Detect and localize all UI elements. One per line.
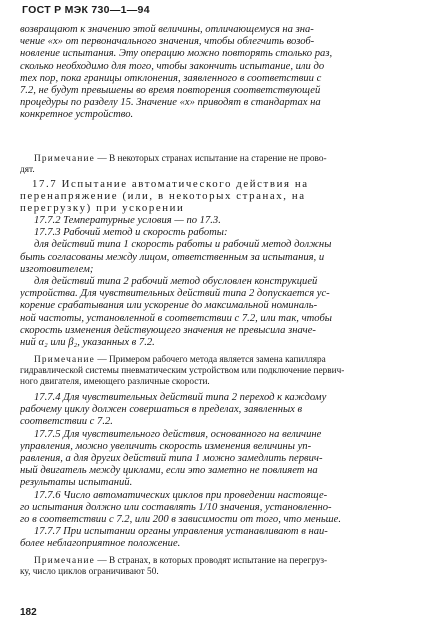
note-line — [34, 355, 404, 366]
text-line: управления, можно увеличить скорость изменения величины уп- — [20, 440, 312, 452]
note-label: Примечание — [34, 355, 95, 365]
text-line: го в соответствии с 7.2, или 200 в зависимости от того, что меньше. — [20, 514, 342, 526]
note-aging — [20, 154, 404, 176]
note-label: Примечание — [34, 154, 95, 164]
text-line: ной частоты, установленной в соответствии с 7.2, или так, чтобы — [20, 312, 332, 324]
text-line: 17.7.5 Для чувствительного действия, основанного на величине — [34, 428, 322, 440]
note-label: Примечание — [34, 556, 95, 566]
text-line: возвращают к значению этой величины, отличающемуся на зна- — [20, 24, 314, 35]
text-line: 7.2, не будут превышены во время повторения соответствующей — [20, 85, 321, 97]
text-line: устройства. Для чувствительных действий типа 2 допускается ус- — [20, 288, 330, 300]
note-line: дят. — [20, 165, 35, 176]
text-line: чение «x» от первоначального значения, чтобы облегчить возоб- — [20, 36, 315, 48]
text-line: тех пор, пока границы отклонения, заявленного в соответствии с — [20, 72, 322, 84]
note-line — [34, 556, 404, 567]
text-line: 17.7.7 При испытании органы управления устанавливают в наи- — [34, 526, 328, 538]
text-line: го испытания должно или составлять 1/10 значения, установленно- — [20, 501, 332, 513]
text-line: изготовителем; — [20, 263, 94, 275]
document-header: ГОСТ Р МЭК 730—1—94 — [22, 4, 150, 16]
text-line: ний α₂ или β₂, указанных в 7.2. — [20, 337, 155, 349]
text-line: для действий типа 2 рабочий метод обусловлен конструкцией — [34, 276, 318, 288]
section-heading-17-7 — [20, 178, 404, 215]
text-line: 17.7.4 Для чувствительных действий типа 2 переход к каждому — [34, 392, 327, 403]
text-line: скорость изменения действующего значения не превысила значе- — [20, 324, 316, 336]
heading-line: 17.7 Испытание автоматического действия на — [32, 178, 309, 190]
text-line: сколько необходимо для того, чтобы закончить испытание, или до — [20, 60, 325, 72]
heading-line: перенапряжение (или, в некоторых странах, на — [20, 190, 306, 203]
note-line: ного двигателя, имеющего различные скорости. — [20, 377, 210, 388]
note-working-method — [20, 355, 404, 389]
heading-line: перегрузку) при ускорении — [20, 202, 185, 215]
text-line: корение срабатывания или ускорение до максимальной номиналь- — [20, 300, 318, 312]
text-line: быть согласованы между лицом, ответственным за испытания, и — [20, 251, 325, 263]
text-line: новление испытания. Эту операцию можно повторять столько раз, — [20, 48, 333, 60]
text-line: 17.7.3 Рабочий метод и скорость работы: — [34, 227, 228, 239]
text-line: для действий типа 1 скорость работы и рабочий метод должны — [34, 239, 332, 251]
text-line: 17.7.2 Температурные условия — по 17.3. — [34, 215, 221, 226]
text-line: ный двигатель между циклами, если это заметно не повлияет на — [20, 465, 318, 477]
text-line: процедуры по разделу 15. Значение «x» приводят в стандартах на — [20, 97, 321, 109]
note-text: — Примером рабочего метода является замена капилляра — [95, 355, 326, 365]
text-line: рабочему циклу должен совершаться в пределах, заявленных в — [20, 404, 303, 416]
clauses-17-7-4-to-17-7-7 — [20, 392, 404, 551]
text-line: результаты испытаний. — [20, 477, 133, 489]
clauses-17-7-2-to-17-7-3 — [20, 215, 404, 349]
note-text: — В некоторых странах испытание на старение не прово- — [95, 154, 327, 164]
note-overload — [20, 556, 404, 578]
text-line: более неблагоприятное положение. — [20, 538, 181, 550]
note-text: — В странах, в которых проводят испытание на перегруз- — [95, 556, 328, 566]
text-line: соответствии с 7.2. — [20, 416, 113, 428]
note-line: ку, число циклов ограничивают 50. — [20, 567, 159, 578]
page-number: 182 — [20, 607, 37, 618]
text-line: равления, а для других действий типа 1 можно замедлить первич- — [20, 453, 323, 465]
note-line: гидравлической системы пневматическим устройством или подключение первич- — [20, 366, 345, 377]
text-line: конкретное устройство. — [20, 109, 134, 121]
note-line — [34, 154, 404, 165]
text-line: 17.7.6 Число автоматических циклов при проведении настояще- — [34, 489, 328, 501]
paragraph-continuation — [20, 24, 404, 122]
